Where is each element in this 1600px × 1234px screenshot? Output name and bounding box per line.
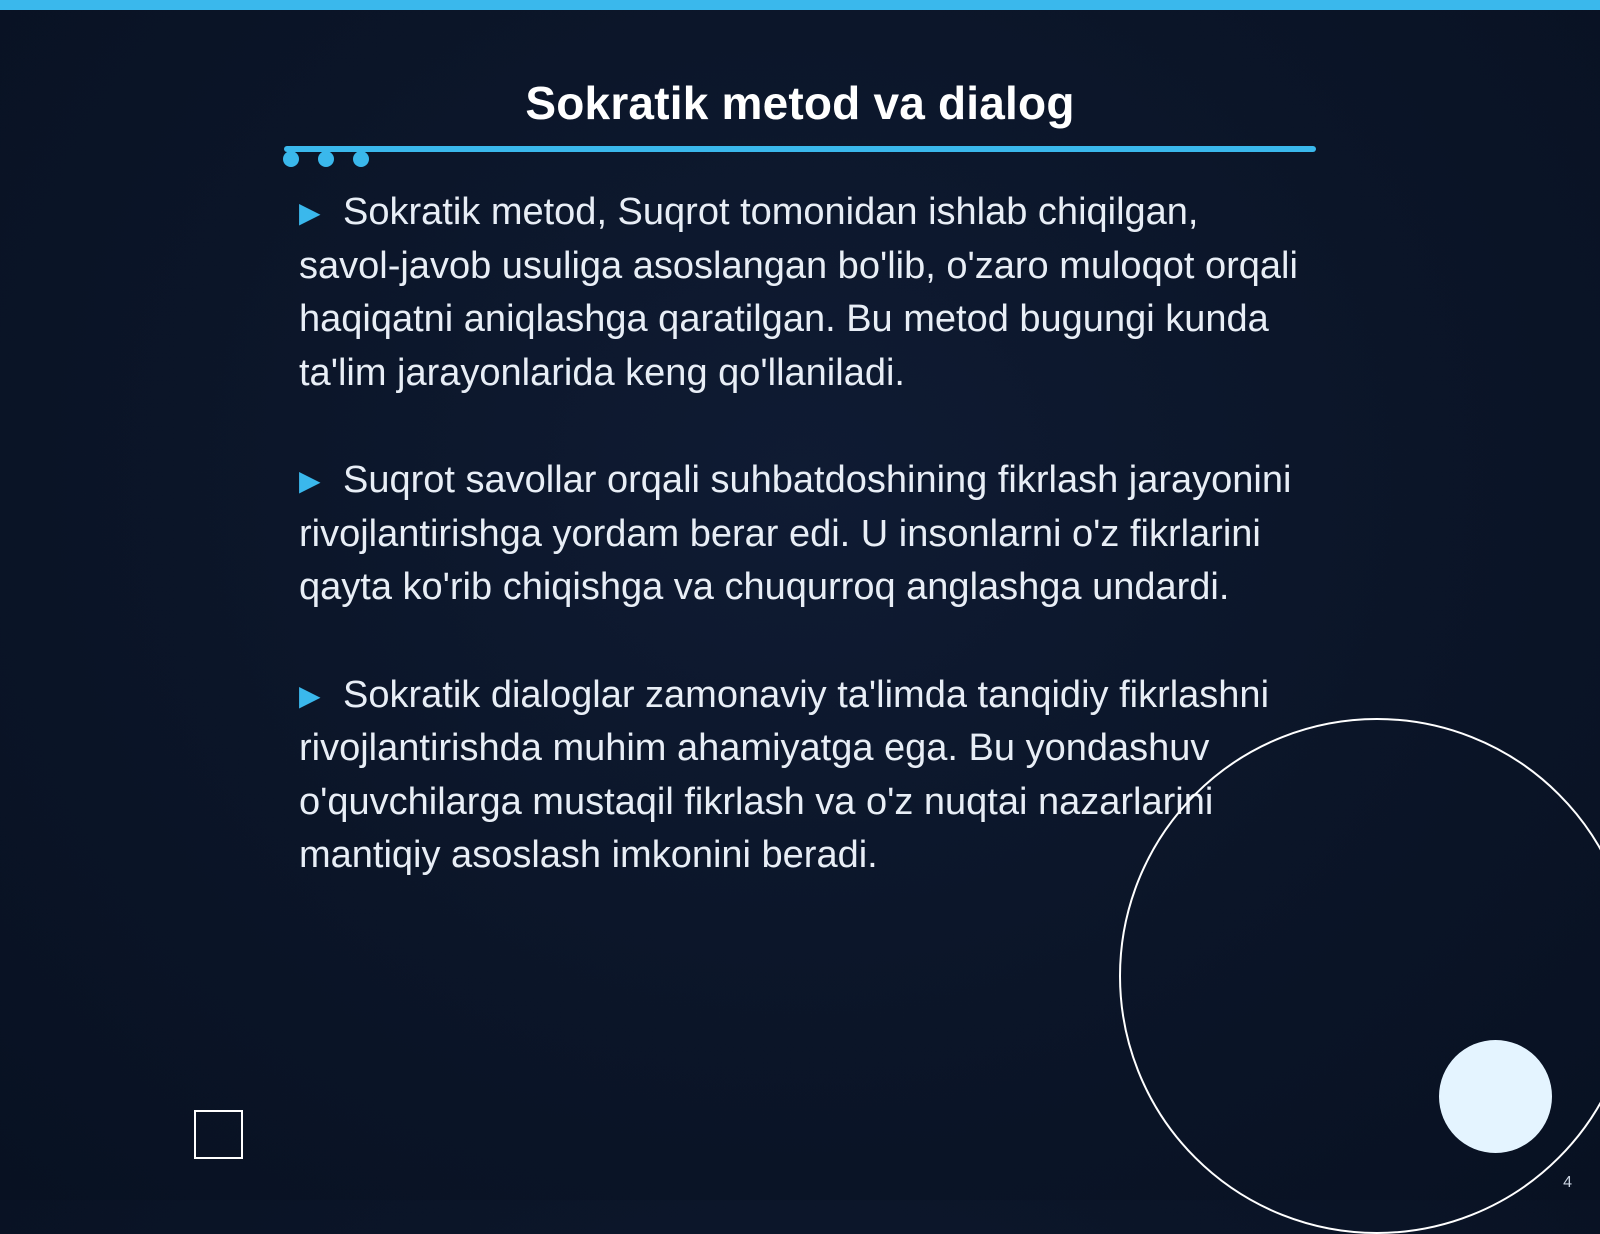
decor-dot xyxy=(353,151,369,167)
decor-circle-filled xyxy=(1439,1040,1552,1153)
bullet-item xyxy=(299,669,1299,883)
title-underline xyxy=(284,146,1316,152)
top-accent-bar xyxy=(0,0,1600,10)
bullet-text: Sokratik metod, Suqrot tomonidan ishlab chiqilgan, savol-javob usuliga asoslangan bo'lib, o'zaro muloqot orqali haqiqatni aniqlashga qaratilgan. Bu metod bugungi kunda ta'lim jarayonlarida keng qo'llaniladi. xyxy=(299,191,1298,394)
bullet-item xyxy=(299,186,1299,400)
triangle-right-icon: ▶ xyxy=(299,465,321,496)
bullet-item xyxy=(299,454,1299,615)
bullet-text: Suqrot savollar orqali suhbatdoshining fikrlash jarayonini rivojlantirishga yordam berar edi. U insonlarni o'z fikrlarini qayta ko'rib chiqishga va chuqurroq anglashga undardi. xyxy=(299,459,1292,608)
triangle-right-icon: ▶ xyxy=(299,197,321,228)
decor-dot xyxy=(283,151,299,167)
triangle-right-icon: ▶ xyxy=(299,679,321,711)
bullet-list xyxy=(299,186,1299,937)
page-number: 4 xyxy=(1563,1174,1572,1191)
slide-title: Sokratik metod va dialog xyxy=(525,77,1075,129)
decor-dot xyxy=(318,151,334,167)
decor-square-outline xyxy=(194,1110,243,1159)
bullet-text: Sokratik dialoglar zamonaviy ta'limda tanqidiy fikrlashni rivojlantirishda muhim ahamiyatga ega. Bu yondashuv o'quvchilarga mustaqil fikrlash va o'z nuqtai nazarlarini mantiqiy asoslash imkonini beradi. xyxy=(299,673,1270,876)
